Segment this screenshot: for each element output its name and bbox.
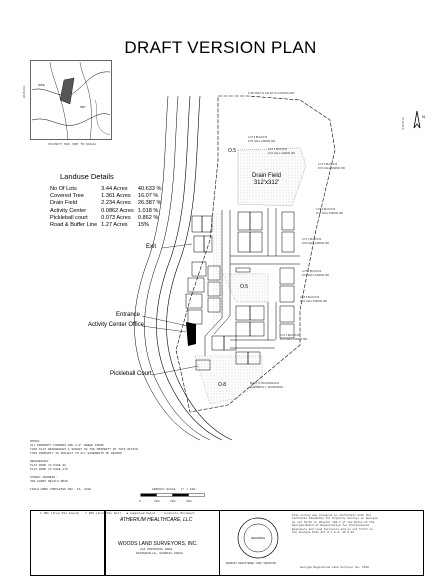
client-name: ATHERIUM HEALTHCARE, LLC [120, 517, 193, 523]
svg-text:LOT 4 BLOCK B: LOT 4 BLOCK B [280, 334, 300, 337]
entrance-label: Entrance [116, 312, 141, 318]
svg-text:LOT 5 BLOCK B: LOT 5 BLOCK B [300, 296, 320, 299]
open-space-marker: O.8 [218, 382, 227, 388]
surveyor-certification: This survey was prepared in conformity with The Technical Standards for Property Surveys in Georgia as set forth in Chapter 180-7 of the Rules of the Georgia Board of Registration for Professional Engineers and Land Surveyors and as set forth in the Georgia Plat Act O.C.G.A. 15-6-67. [292, 514, 378, 535]
drain-field-name: Drain Field [252, 173, 282, 179]
svg-text:N 38°18'42" E 101.48' TO AN I: N 38°18'42" E 101.48' TO AN IRON SET [248, 92, 295, 95]
svg-text:FOX HALL FARMS S/D: FOX HALL FARMS S/D [318, 167, 346, 170]
landuse-row: Road & Buffer Line 1.27 Acres 15% [50, 222, 150, 229]
pickleball-label: Pickleball Court [110, 371, 152, 377]
svg-text:FOX HALL FARMS S/D: FOX HALL FARMS S/D [300, 300, 328, 303]
svg-text:N: N [422, 114, 425, 119]
scale-tick: 100 [154, 500, 160, 503]
scale-tick: 200 [170, 500, 176, 503]
scale-tick: 0 [139, 500, 141, 503]
svg-text:LOT 5 BLOCK B: LOT 5 BLOCK B [248, 136, 268, 139]
north-note: N 40°05' W [402, 117, 405, 130]
vicinity-map-label: VICINITY MAP (NOT TO SCALE) [48, 143, 97, 146]
landuse-row: No Of Lots 3.44 Acres 40.633 % [50, 186, 162, 192]
seal-caption: GEORGIA REGISTERED LAND SURVEYOR [226, 562, 276, 565]
svg-text:FOX HALL FARMS S/D: FOX HALL FARMS S/D [268, 152, 296, 155]
open-space-marker: O.5 [228, 148, 237, 154]
svg-text:FOX HALL FARMS S/D: FOX HALL FARMS S/D [248, 140, 276, 143]
svg-text:FOX HALL FARMS S/D: FOX HALL FARMS S/D [302, 274, 330, 277]
surveyor-address-1: 201 PROTHOKOL ROAD [140, 548, 173, 551]
side-tag: 2028-111 [22, 85, 26, 98]
registration-line: Georgia Registered Land Surveyor No. 2548 [300, 566, 369, 569]
landuse-row: Pickleball court 0.073 Acres 0.862 % [50, 214, 159, 221]
svg-text:LOT 6 BLOCK B: LOT 6 BLOCK B [302, 270, 322, 273]
drain-field-size: 312'x312' [253, 180, 280, 186]
svg-text:FOX HALL FARMS S/D: FOX HALL FARMS S/D [280, 338, 308, 341]
svg-text:FOX HALL FARMS S/D: FOX HALL FARMS S/D [316, 212, 344, 215]
landuse-row: Drain Field 2.234 Acres 26.387 % [50, 200, 162, 207]
svg-text:LOT 1 BLOCK B: LOT 1 BLOCK B [302, 238, 322, 241]
surveyor-name: WOODS LAND SURVEYORS, INC. [118, 541, 198, 547]
svg-text:FOX HALL FARMS S/D: FOX HALL FARMS S/D [302, 242, 330, 245]
landuse-row: Covered Tree 1.361 Acres 16.07 % [50, 193, 159, 200]
legend-row: ⊙ IRF (Iron Pin Found) ⊙ IRS (Iron Pin Set) ▲ Computed Point ○ Concrete Monument [40, 512, 195, 515]
svg-text:LOT 4 BLOCK B: LOT 4 BLOCK B [268, 148, 288, 151]
surveyor-seal [236, 516, 280, 560]
svg-text:LOT 2 BLOCK B: LOT 2 BLOCK B [316, 208, 336, 211]
svg-text:MARY S. MCCRORAN &: MARY S. MCCRORAN & [250, 382, 280, 385]
scale-bar [140, 493, 210, 499]
open-space-marker: O.5 [240, 284, 249, 290]
general-notes: NOTES: ALL PROPERTY CORNERS ARE 1/2" REBAR FOUND THIS PLAT REFERENCES A SURVEY OF THE PROPERTY BY THIS OFFICE THIS PROPERTY IS SUBJECT TO ALL EASEMENTS OF RECORD REFERENCES: PLAT BOOK 78 PAGE 98 PLAT BOOK 14 PAGE 176 STREET ADDRESS: 306 HARRY NEVILS ROAD FIELD WORK COMPLETED DEC. 14, 2020 [30, 440, 139, 491]
svg-text:ELIZABETH L. MCCRORAN: ELIZABETH L. MCCRORAN [250, 386, 284, 389]
svg-text:SITE: SITE [38, 83, 45, 87]
page-title: DRAFT VERSION PLAN [124, 38, 317, 57]
scale-tick: 300 [186, 500, 192, 503]
svg-text:HWY: HWY [80, 106, 86, 109]
svg-text:LOT 3 BLOCK B: LOT 3 BLOCK B [318, 163, 338, 166]
surveyor-address-2: WINTERVILLE, GEORGIA 30683 [136, 552, 183, 555]
exit-label: Exit [146, 244, 157, 250]
landuse-row: Activity Center 0.0862 Acres 1.018 % [50, 207, 159, 214]
landuse-table [50, 186, 165, 229]
title-block-left [30, 510, 106, 576]
scale-bar-label: GRAPHIC SCALE 1" = 100' [152, 488, 198, 491]
activity-center-label: Activity Center Office [88, 322, 144, 328]
svg-text:GEORGIA: GEORGIA [250, 536, 266, 540]
landuse-heading: Landuse Details [60, 172, 114, 181]
drain-field-label [252, 173, 281, 187]
